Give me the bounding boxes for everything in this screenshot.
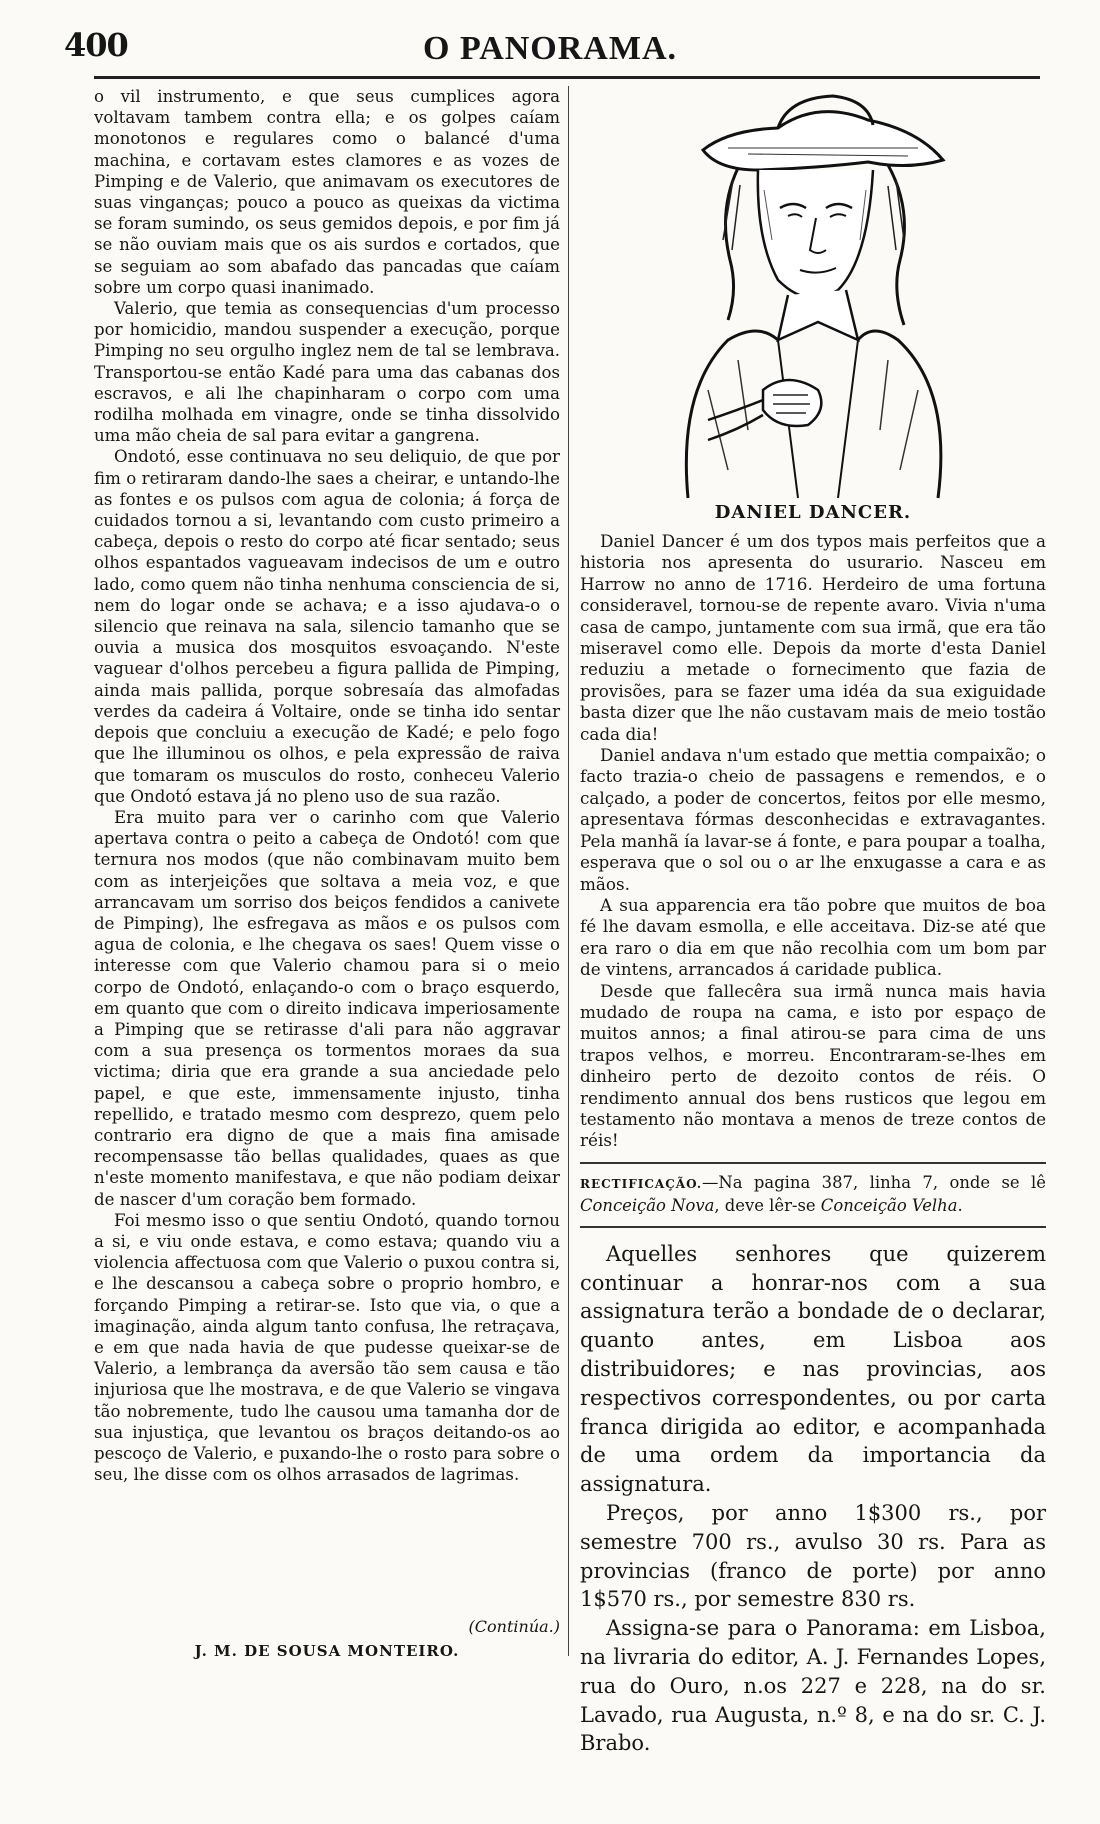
author-signature: J. M. DE SOUSA MONTEIRO. xyxy=(194,1642,460,1660)
portrait-caption: DANIEL DANCER. xyxy=(714,502,912,523)
page-number: 400 xyxy=(64,26,128,64)
notice-paragraph: Preços, por anno 1$300 rs., por semestre 700 rs., avulso 30 rs. Para as provincias (franco de porte) por anno 1$570 rs., por semestre 830 rs. xyxy=(580,1500,1046,1612)
masthead-title: O PANORAMA. xyxy=(423,30,677,67)
continuation-note: (Continúa.) xyxy=(468,1617,560,1636)
article-paragraph: Daniel andava n'um estado que mettia compaixão; o facto trazia-o cheio de passagens e remendos, e o calçado, a poder de concertos, feitos por elle mesmo, apresentava fórmas desconhecidas e extravagantes. Pela manhã ía lavar-se á fonte, e para poupar a toalha, esperava que o sol ou o ar lhe enxugasse a cara e as mãos. xyxy=(580,745,1046,894)
rectification-label: RECTIFICAÇÃO. xyxy=(580,1176,702,1191)
notice-paragraph: Assigna-se para o Panorama: em Lisboa, na livraria do editor, A. J. Fernandes Lopes, rua do Ouro, n.os 227 e 228, na do sr. Lavado, rua Augusta, n.º 8, e na do sr. C. J. Brabo. xyxy=(580,1616,1046,1756)
story-paragraph: Valerio, que temia as consequencias d'um processo por homicidio, mandou suspender a execução, porque Pimping no seu orgulho inglez nem de tal se lembrava. Transportou-se então Kadé para uma das cabanas dos escravos, e ali lhe chapinharam o corpo com uma rodilha molhada em vinagre, onde se tinha dissolvido uma mão cheia de sal para evitar a gangrena. xyxy=(94,299,560,446)
story-paragraph: Ondotó, esse continuava no seu deliquio, de que por fim o retiraram dando-lhe saes a cheirar, e untando-lhe as fontes e os pulsos com agua de colonia; á força de cuidados tornou a si, levantando com custo primeiro a cabeça, depois o resto do corpo até ficar sentado; seus olhos espantados vagueavam indecisos de um e outro lado, como quem não tinha nenhuma consciencia de si, nem do logar onde se achava; e a isso ajudava-o o silencio que reinava na sala, silencio tamanho que se ouvia a musica dos mosquitos esvoaçando. N'este vaguear d'olhos percebeu a figura pallida de Pimping, ainda mais pallida, porque sobresaía das almofadas verdes da cadeira á Voltaire, onde se tinha ido sentar depois que concluiu a execução de Kadé; e pelo fogo que lhe illuminou os olhos, e pela expressão de raiva que tomaram os musculos do rosto, conheceu Valerio que Ondotó estava já no pleno uso de sua razão. xyxy=(94,447,560,806)
story-paragraph: Foi mesmo isso o que sentiu Ondotó, quando tornou a si, e viu onde estava, e como estava; quando viu a violencia affectuosa com que Valerio o puxou contra si, e lhe descansou a cabeça sobre o proprio hombro, e forçando Pimping a retirar-se. Isto que via, o que a imaginação, ainda algum tanto confusa, lhe retraçava, e em que nada havia de que pudesse queixar-se de Valerio, a lembrança da aversão tão sem causa e tão injuriosa que lhe mostrava, e de que Valerio se vingava tão nobremente, tudo lhe causou uma tamanha dor de sua injustiça, que levantou os braços deitando-os ao pescoço de Valerio, e puxando-lhe o rosto para sobre o seu, lhe disse com os olhos arrasados de lagrimas. xyxy=(94,1210,560,1485)
right-column xyxy=(580,86,1046,1756)
story-paragraph: o vil instrumento, e que seus cumplices agora voltavam tambem contra ella; e os golpes caíam monotonos e regulares como o balancé d'uma machina, e cortavam estes clamores e as vozes de Pimping e de Valerio, que animavam os executores de suas vinganças; pouco a pouco as queixas da victima se foram sumindo, os seus gemidos depois, e por fim já se não ouviam mais que os ais surdos e cortados, que se seguiam ao som abafado das pancadas que caíam sobre um corpo quasi inanimado. xyxy=(94,87,560,297)
subscription-notice xyxy=(580,1240,1046,1758)
article-paragraph: Daniel Dancer é um dos typos mais perfeitos que a historia nos apresenta do usurario. Nasceu em Harrow no anno de 1716. Herdeiro de uma fortuna consideravel, tornou-se de repente avaro. Vivia n'uma casa de campo, juntamente com sua irmã, que era tão miseravel como elle. Depois da morte d'esta Daniel reduziu a metade o fornecimento que fazia de provisões, para se fazer uma idéa da sua exiguidade basta dizer que lhe não custavam mais de meio tostão cada dia! xyxy=(580,531,1046,744)
header-rule xyxy=(94,76,1040,79)
rectification-note xyxy=(580,1172,1046,1216)
column-divider xyxy=(568,86,569,1656)
section-rule xyxy=(580,1226,1046,1228)
left-column-story xyxy=(94,86,560,1656)
rectification-pre: —Na pagina 387, linha 7, onde se lê xyxy=(702,1172,1046,1192)
man-with-hat-engraving-icon xyxy=(668,90,958,498)
story-paragraph: Era muito para ver o carinho com que Valerio apertava contra o peito a cabeça de Ondotó! com que ternura nos modos (que não combinavam muito bem com as interjeições que soltava a meia voz, e que arrancavam um sorriso dos beiços fendidos a canivete de Pimping), lhe esfregava as mãos e os pulsos com agua de colonia, e lhe chegava os saes! Quem visse o interesse com que Valerio chamou para si o meio corpo de Ondotó, enlaçando-o com o braço esquerdo, em quanto que com o direito indicava imperiosamente a Pimping que se retirasse d'ali para não aggravar com a sua presença os tormentos moraes da sua victima; diria que era grande a sua anciedade pelo papel, e que este, immensamente injusto, tinha repellido, e tratado mesmo com desprezo, quem pelo contrario era digno de que a mais fina amisade recompensasse tão bellas qualidades, quaes as que n'este momento manifestava, e que não podiam deixar de nascer d'um coração bem formado. xyxy=(94,807,560,1209)
dancer-article xyxy=(580,531,1046,1152)
rectification-wrong: Conceição Nova xyxy=(580,1195,715,1215)
rectification-end: . xyxy=(957,1195,963,1215)
section-rule xyxy=(580,1162,1046,1164)
article-paragraph: A sua apparencia era tão pobre que muitos de boa fé lhe davam esmolla, e elle acceitava. Diz-se até que era raro o dia em que não recolhia com um bom par de vintens, arrancados á caridade publica. xyxy=(580,894,1046,980)
rectification-right: Conceição Velha xyxy=(820,1195,958,1215)
rectification-mid: , deve lêr-se xyxy=(714,1195,821,1215)
notice-paragraph: Aquelles senhores que quizerem continuar a honrar-nos com a sua assignatura terão a bondade de o declarar, quanto antes, em Lisboa aos distribuidores; e nas provincias, aos respectivos correspondentes, ou por carta franca dirigida ao editor, e acompanhada de uma ordem da importancia da assignatura. xyxy=(580,1241,1046,1497)
article-paragraph: Desde que fallecêra sua irmã nunca mais havia mudado de roupa na cama, e isto por espaço de muitos annos; a final atirou-se para cima de uns trapos velhos, e morreu. Encontraram-se-lhes em dinheiro perto de dezoito contos de réis. O rendimento annual dos bens rusticos que legou em testamento não montava a menos de treze contos de réis! xyxy=(580,980,1046,1151)
